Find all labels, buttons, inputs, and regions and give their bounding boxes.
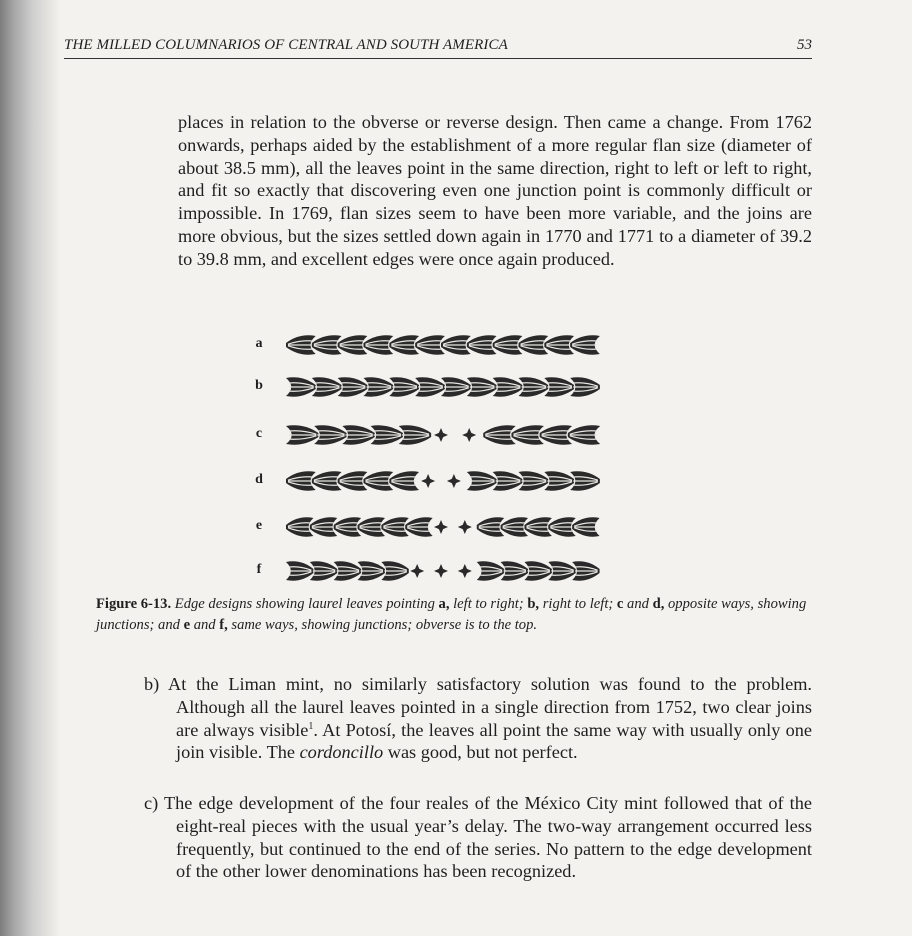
list-item-c-text: c) The edge development of the four reales of the México City mint followed that of the eight-real pieces with the usual year’s delay. The two-way arrangement occurred less frequently, but continued to the end of the series. No pattern to the edge development of the other lower denominations has been recognized. <box>144 793 812 882</box>
edge-row-b <box>240 368 640 404</box>
row-letter: d <box>255 472 263 487</box>
caption-text: right to left; <box>539 596 617 612</box>
edge-row-e <box>240 508 640 544</box>
item-text: was good, but not perfect. <box>383 742 578 763</box>
laurel-edge-d-image <box>282 466 612 496</box>
caption-text: same ways, showing junctions; obverse is to the top. <box>227 617 538 633</box>
edge-designs-figure <box>240 322 640 584</box>
row-letter: e <box>255 518 263 533</box>
row-letter: a <box>255 336 263 351</box>
caption-ref: b, <box>527 596 540 612</box>
caption-text: opposite ways, showing junctions; and <box>96 596 807 633</box>
page-gutter-shadow <box>0 0 60 936</box>
footnote-marker: 1 <box>308 720 314 732</box>
edge-row-d <box>240 462 640 498</box>
caption-ref: a, <box>438 596 450 612</box>
list-item-c <box>144 792 812 883</box>
page-number: 53 <box>797 37 812 53</box>
list-item-b <box>144 673 812 764</box>
italic-term: cordoncillo <box>299 742 384 763</box>
caption-ref: e <box>183 617 191 633</box>
caption-ref: f, <box>219 617 228 633</box>
caption-ref: d, <box>652 596 665 612</box>
laurel-edge-a-image <box>282 330 612 360</box>
caption-text: and <box>623 596 653 612</box>
caption-text: left to right; <box>449 596 528 612</box>
item-text: . At Potosí, the leaves all point the same way with usually only one join visible. The <box>176 719 812 763</box>
row-letter: c <box>255 426 263 441</box>
item-text: b) At the Liman mint, no similarly satisfactory solution was found to the problem. Although all the laurel leaves pointed in a single direction from 1752, two clear joins are always visible <box>144 674 812 740</box>
body-paragraph: places in relation to the obverse or reverse design. Then came a change. From 1762 onwards, perhaps aided by the establishment of a more regular flan size (diameter of about 38.5 mm), all the leaves point in the same direction, right to left or left to right, and fit so exactly that discovering even one junction point is commonly difficult or impossible. In 1769, flan sizes seem to have been more variable, and the joins are more obvious, but the sizes settled down again in 1770 and 1771 to a diameter of 39.2 to 39.8 mm, and excellent edges were once again produced. <box>178 112 812 269</box>
running-header <box>64 34 812 59</box>
caption-ref: c <box>616 596 624 612</box>
caption-text: and <box>190 617 220 633</box>
figure-caption <box>96 594 812 636</box>
edge-row-f <box>240 552 640 588</box>
figure-label: Figure 6-13. <box>96 596 172 612</box>
laurel-edge-b-image <box>282 372 612 402</box>
row-letter: b <box>255 378 263 393</box>
laurel-edge-e-image <box>282 512 612 542</box>
list-item-b-text <box>144 673 812 764</box>
running-title: THE MILLED COLUMNARIOS OF CENTRAL AND SOUTH AMERICA <box>64 37 508 53</box>
laurel-edge-f-image <box>282 556 612 586</box>
laurel-edge-c-image <box>282 420 612 450</box>
edge-row-c <box>240 416 640 452</box>
edge-row-a <box>240 326 640 362</box>
row-letter: f <box>256 562 262 577</box>
caption-text: Edge designs showing laurel leaves pointing <box>171 596 439 612</box>
